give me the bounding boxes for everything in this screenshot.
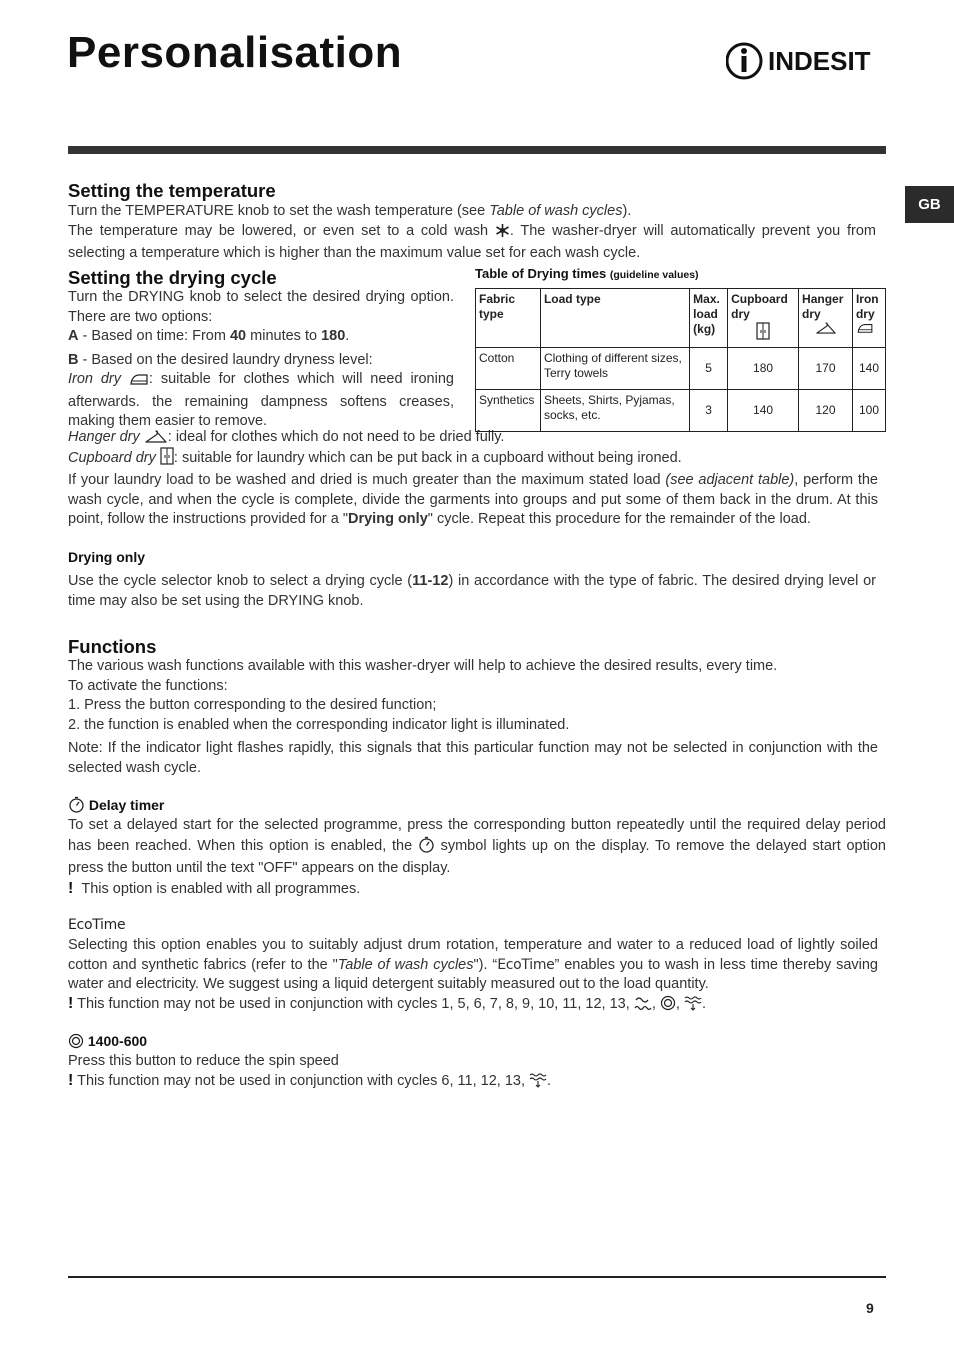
table-cell: 180 [728, 348, 799, 390]
spin-speed-warning: ! This function may not be used in conjunction with cycles 6, 11, 12, 13, . [68, 1071, 878, 1095]
brand-name: INDESIT [768, 46, 871, 76]
spin-speed-heading: 1400-600 [68, 1033, 147, 1052]
ecotime-warning: ! This function may not be used in conjunction with cycles 1, 5, 6, 7, 8, 9, 10, 11, 12, 13, , , . [68, 994, 878, 1018]
table-cell: 140 [728, 390, 799, 432]
drying-only-heading: Drying only [68, 549, 146, 565]
cupboard-dry-text: Cupboard dry : suitable for laundry which can be put back in a cupboard without being ironed. [68, 447, 876, 472]
indesit-logo [726, 40, 886, 82]
temperature-text: Turn the TEMPERATURE knob to set the wash temperature (see Table of wash cycles). The temperature may be lowered, or even set to a cold wash . The washer-dryer will automatically prevent you from selecting a temperature which is higher than the maximum value set for each wash cycle. [68, 203, 876, 261]
header-iron-dry: Iron dry [852, 289, 885, 348]
table-cell: 120 [799, 390, 853, 432]
table-cell: 170 [799, 348, 853, 390]
ecotime-heading: EcoTime [68, 917, 126, 933]
table-cell: 3 [690, 390, 728, 432]
page-number: 9 [866, 1300, 874, 1316]
drain-icon [529, 1072, 547, 1095]
table-cell: 140 [852, 348, 885, 390]
table-caption: Table of Drying times (guideline values) [475, 266, 699, 281]
table-cell: 5 [690, 348, 728, 390]
page-title: Personalisation [67, 28, 403, 77]
footer-rule [68, 1276, 886, 1278]
cupboard-icon [731, 322, 795, 344]
drying-times-table [475, 288, 886, 432]
table-row [476, 390, 886, 432]
iron-dry-text: Iron dry : suitable for clothes which will need ironing afterwards. the remaining dampness softens creases, making them easier to remove. [68, 371, 454, 429]
header-max-load: Max. load (kg) [690, 289, 728, 348]
temperature-heading: Setting the temperature [68, 180, 276, 201]
drying-only-text: Use the cycle selector knob to select a drying cycle (11-12) in accordance with the type of fabric. The desired drying level or time may also be set using the DRYING knob. [68, 573, 876, 609]
table-cell: Cotton [476, 348, 541, 390]
timer-icon [418, 836, 435, 860]
table-cell: Synthetics [476, 390, 541, 432]
language-tab: GB [905, 186, 954, 223]
cold-wash-icon [495, 223, 510, 245]
hanger-icon [802, 322, 849, 339]
header-rule [68, 146, 886, 154]
ecotime-text: Selecting this option enables you to suitably adjust drum rotation, temperature and water to a reduced load of lightly soiled cotton and synthetic fabrics (refer to the "Table of wash cycles"). “EcoTime” enables you to wash in less time thereby saving water and electricity. We suggest using a liquid detergent suitably measured out to the load quantity. [68, 937, 878, 992]
drying-option-a: A - Based on time: From 40 minutes to 180. [68, 328, 350, 344]
functions-note: Note: If the indicator light flashes rapidly, this signals that this particular function may not be selected in conjunction with the selected wash cycle. [68, 740, 878, 776]
table-row [476, 348, 886, 390]
hanger-dry-text: Hanger dry : ideal for clothes which do not need to be dried fully. [68, 428, 876, 451]
delay-timer-heading: Delay timer [68, 796, 164, 816]
table-header-row [476, 289, 886, 348]
spin-speed-text: Press this button to reduce the spin speed [68, 1053, 339, 1069]
drying-intro: Turn the DRYING knob to select the desired drying option. There are two options: [68, 289, 454, 325]
warning-icon: ! [68, 1072, 74, 1089]
header-fabric-type: Fabric type [476, 289, 541, 348]
functions-heading: Functions [68, 636, 157, 657]
table-cell: Clothing of different sizes, Terry towels [540, 348, 689, 390]
delay-timer-text: To set a delayed start for the selected programme, press the corresponding button repeatedly until the required delay period has been reached. When this option is enabled, the symbol lights up on the display. To remove the delayed start option press the button until the text "OFF" appears on the display. [68, 817, 886, 876]
table-cell: Sheets, Shirts, Pyjamas, socks, etc. [540, 390, 689, 432]
iron-icon [856, 322, 882, 338]
header-cupboard-dry: Cupboard dry [728, 289, 799, 348]
warning-icon: ! [68, 880, 74, 897]
large-load-text: If your laundry load to be washed and dried is much greater than the maximum stated load (see adjacent table), perform the wash cycle, and when the cycle is complete, divide the garments into groups and put some of them back in the drum. At this point, follow the instructions provided for a "Drying only" cycle. Repeat this procedure for the remainder of the load. [68, 472, 878, 527]
cupboard-icon [160, 447, 174, 472]
functions-intro: The various wash functions available with this washer-dryer will help to achieve the desired results, every time. To activate the functions: 1. Press the button corresponding to the desired function; 2. the function is enabled when the corresponding indicator light is illuminated. [68, 658, 778, 733]
drying-heading: Setting the drying cycle [68, 267, 277, 288]
wool-wash-icon [634, 995, 652, 1018]
spin-icon [68, 1033, 84, 1052]
drying-option-b: B - Based on the desired laundry dryness level: [68, 352, 373, 368]
drain-icon [684, 995, 702, 1018]
spin-icon [660, 995, 676, 1018]
header-load-type: Load type [540, 289, 689, 348]
header-hanger-dry: Hanger dry [799, 289, 853, 348]
delay-timer-warning: ! This option is enabled with all programmes. [68, 880, 361, 897]
table-cell: 100 [852, 390, 885, 432]
iron-icon [129, 372, 149, 393]
timer-icon [68, 796, 85, 816]
warning-icon: ! [68, 995, 74, 1012]
